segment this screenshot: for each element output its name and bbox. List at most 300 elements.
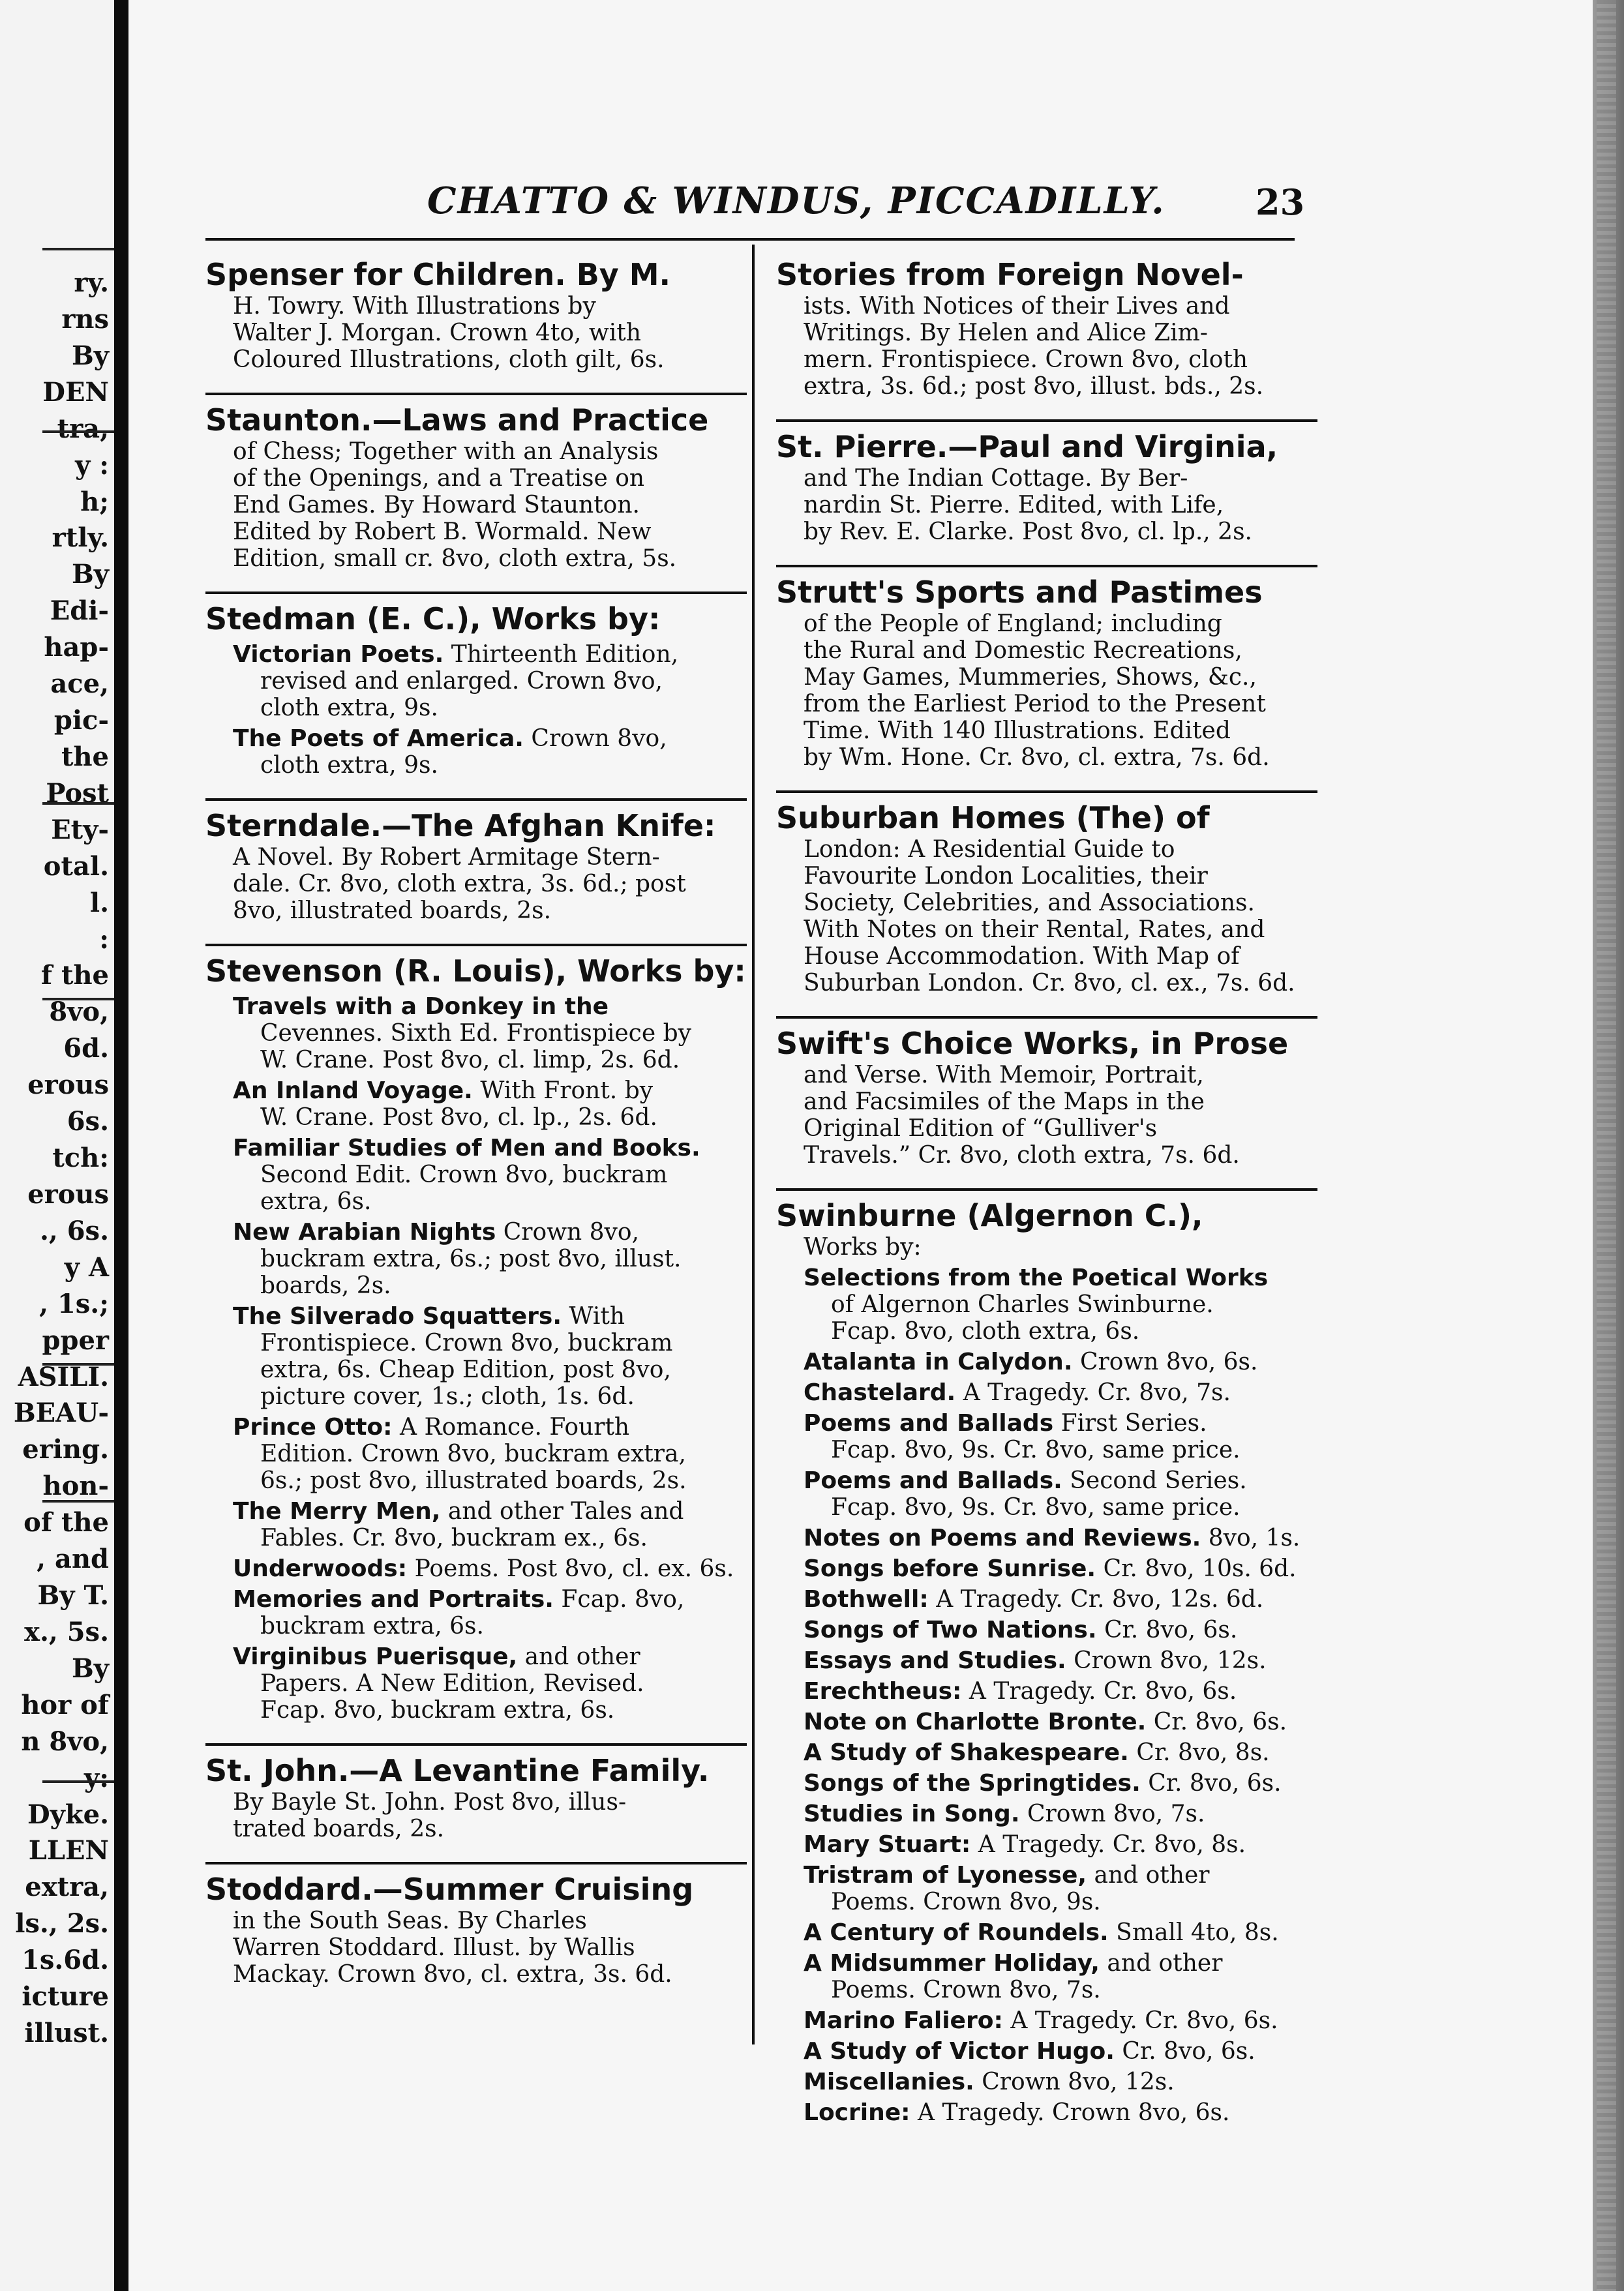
sub-entry xyxy=(233,1077,747,1131)
sub-entry-detail: A Tragedy. Cr. 8vo, 12s. 6d. xyxy=(936,1586,1264,1613)
text-line: Warren Stoddard. Illust. by Wallis xyxy=(233,1934,635,1961)
previous-page-text: f the xyxy=(40,960,109,991)
sub-entry-detail: Cr. 8vo, 8s. xyxy=(1136,1739,1270,1766)
text-line: extra, 6s. xyxy=(260,1188,372,1215)
previous-page-text: pic- xyxy=(53,705,109,736)
entry-rule xyxy=(776,790,1317,793)
sub-entry-title: Songs of Two Nations. xyxy=(804,1617,1097,1643)
previous-page-rule xyxy=(42,430,121,433)
sub-entry-title: An Inland Voyage. xyxy=(233,1077,473,1104)
previous-page-text: hap- xyxy=(44,632,109,663)
previous-page-text: By T. xyxy=(37,1580,109,1611)
text-line: and The Indian Cottage. By Ber- xyxy=(804,465,1188,492)
previous-page-rule xyxy=(42,998,121,1000)
previous-page-text: hor of xyxy=(21,1689,109,1720)
sub-entry-detail: First Series. xyxy=(1060,1410,1207,1437)
previous-page-text: Edi- xyxy=(50,595,109,627)
sub-entry-first-line xyxy=(233,1498,747,1525)
sub-entry-first-line xyxy=(804,1950,1317,1977)
sub-entry-first-line xyxy=(233,1219,747,1246)
header-rule xyxy=(205,238,1295,241)
previous-page-text: 6s. xyxy=(67,1106,109,1137)
entry-heading: Swift's Choice Works, in Prose xyxy=(776,1026,1289,1061)
sub-entry xyxy=(804,2069,1317,2095)
catalogue-entry xyxy=(776,785,1317,1011)
text-line: revised and enlarged. Crown 8vo, xyxy=(260,668,663,695)
text-line: Walter J. Morgan. Crown 4to, with xyxy=(233,320,641,346)
entry-rule xyxy=(776,565,1317,567)
text-line: ists. With Notices of their Lives and xyxy=(804,293,1230,320)
sub-entry-title: A Study of Victor Hugo. xyxy=(804,2038,1115,2065)
entry-rule xyxy=(205,393,747,395)
text-line: by Wm. Hone. Cr. 8vo, cl. extra, 7s. 6d. xyxy=(804,744,1270,771)
entry-rule xyxy=(776,1016,1317,1019)
sub-entry-title: The Poets of America. xyxy=(233,725,524,752)
sub-entry-title: Underwoods: xyxy=(233,1555,408,1582)
sub-entry xyxy=(233,641,747,721)
previous-page-text: y A xyxy=(64,1251,109,1283)
previous-page-text: rtly. xyxy=(52,522,109,554)
previous-page-text: Ety- xyxy=(51,814,109,845)
previous-page-text: ry. xyxy=(74,267,109,298)
previous-page-text: 8vo, xyxy=(49,996,109,1028)
text-line: of the People of England; including xyxy=(804,610,1222,637)
sub-entry-title: Prince Otto: xyxy=(233,1414,393,1441)
page-edge xyxy=(1593,0,1624,2291)
text-line: W. Crane. Post 8vo, cl. lp., 2s. 6d. xyxy=(260,1104,657,1131)
sub-entry-title: Tristram of Lyonesse, xyxy=(804,1862,1087,1889)
sub-entry-title: Notes on Poems and Reviews. xyxy=(804,1525,1201,1551)
sub-entry-detail: Crown 8vo, 7s. xyxy=(1027,1801,1205,1827)
previous-page-fragment xyxy=(0,0,121,2291)
sub-entry-first-line xyxy=(804,1919,1317,1946)
sub-entry-detail: and other xyxy=(524,1643,640,1670)
text-line: Cevennes. Sixth Ed. Frontispiece by xyxy=(260,1020,691,1047)
sub-entry xyxy=(804,1801,1317,1827)
previous-page-text: l. xyxy=(89,887,109,918)
sub-entry-first-line xyxy=(804,2038,1317,2065)
sub-entry-title: The Silverado Squatters. xyxy=(233,1303,562,1330)
text-line: of Chess; Together with an Analysis xyxy=(233,438,659,465)
sub-entry-first-line xyxy=(804,1525,1317,1551)
entry-description xyxy=(233,1908,747,1988)
sub-entry-first-line xyxy=(804,1349,1317,1375)
sub-entry-detail: Crown 8vo, 12s. xyxy=(982,2069,1175,2095)
sub-entry-detail: With Front. by xyxy=(480,1077,654,1104)
sub-entry-title: Poems and Ballads xyxy=(804,1410,1054,1437)
sub-entry-first-line xyxy=(804,2007,1317,2034)
previous-page-text: h; xyxy=(80,486,109,517)
previous-page-text: ering. xyxy=(22,1434,109,1465)
entry-description xyxy=(804,465,1317,545)
catalogue-entry xyxy=(205,1738,747,1857)
previous-page-text: , and xyxy=(37,1544,109,1575)
sub-entry-detail: 8vo, 1s. xyxy=(1208,1525,1301,1551)
sub-entry xyxy=(233,993,747,1073)
text-line: boards, 2s. xyxy=(260,1272,391,1299)
text-line: Fables. Cr. 8vo, buckram ex., 6s. xyxy=(260,1525,648,1551)
entry-heading: Staunton.—Laws and Practice xyxy=(205,402,709,438)
entry-rule xyxy=(205,944,747,946)
sub-entry-first-line xyxy=(804,1467,1317,1494)
sub-entry-title: A Study of Shakespeare. xyxy=(804,1739,1129,1766)
sub-entry-title: Note on Charlotte Bronte. xyxy=(804,1709,1147,1735)
sub-entry-title: Atalanta in Calydon. xyxy=(804,1349,1073,1375)
sub-entry-first-line xyxy=(233,725,747,752)
text-line: and Facsimiles of the Maps in the xyxy=(804,1088,1205,1115)
previous-page-text: Dyke. xyxy=(27,1799,109,1830)
text-line: of the Openings, and a Treatise on xyxy=(233,465,645,492)
text-line: in the South Seas. By Charles xyxy=(233,1908,587,1934)
sub-entry-title: Locrine: xyxy=(804,2099,910,2126)
sub-entry-detail: A Romance. Fourth xyxy=(400,1414,630,1441)
sub-entry-title: Essays and Studies. xyxy=(804,1647,1066,1674)
previous-page-text: ASILI. xyxy=(18,1361,109,1392)
sub-entry xyxy=(233,1586,747,1640)
sub-entry-first-line xyxy=(233,1643,747,1670)
running-head: CHATTO & WINDUS, PICCADILLY. xyxy=(427,179,1165,222)
sub-entry-detail: Cr. 8vo, 6s. xyxy=(1148,1770,1282,1797)
sub-entry-title: Virginibus Puerisque, xyxy=(233,1643,518,1670)
sub-entry xyxy=(804,1647,1317,1674)
text-line: mern. Frontispiece. Crown 8vo, cloth xyxy=(804,346,1248,373)
sub-entry-detail: Cr. 8vo, 6s. xyxy=(1104,1617,1238,1643)
sub-entry xyxy=(233,1498,747,1551)
sub-entry-first-line xyxy=(804,1770,1317,1797)
text-line: By Bayle St. John. Post 8vo, illus- xyxy=(233,1789,627,1816)
sub-entry-first-line xyxy=(804,1678,1317,1705)
text-line: W. Crane. Post 8vo, cl. limp, 2s. 6d. xyxy=(260,1047,680,1073)
sub-entry xyxy=(804,1739,1317,1766)
sub-entry-title: Memories and Portraits. xyxy=(233,1586,554,1613)
previous-page-text: extra, xyxy=(25,1872,109,1903)
sub-entry-detail: A Tragedy. Cr. 8vo, 6s. xyxy=(1010,2007,1278,2034)
catalogue-entry xyxy=(776,560,1317,785)
sub-entry-detail: Crown 8vo, 6s. xyxy=(1079,1349,1258,1375)
previous-page-rule xyxy=(42,1780,121,1783)
entry-heading: Stoddard.—Summer Cruising xyxy=(205,1872,694,1907)
sub-entry-title: Mary Stuart: xyxy=(804,1831,971,1858)
text-line: Edition. Crown 8vo, buckram extra, xyxy=(260,1441,686,1467)
sub-entry-detail: With xyxy=(569,1303,625,1330)
sub-entry xyxy=(804,2007,1317,2034)
sub-entry-detail: Cr. 8vo, 6s. xyxy=(1122,2038,1256,2065)
catalogue-entry xyxy=(205,586,747,793)
text-line: trated boards, 2s. xyxy=(233,1816,445,1842)
sub-entry xyxy=(804,1555,1317,1582)
sub-entry xyxy=(804,1586,1317,1613)
text-line: London: A Residential Guide to xyxy=(804,836,1175,863)
text-line: Travels.” Cr. 8vo, cloth extra, 7s. 6d. xyxy=(804,1142,1240,1169)
entry-heading: St. Pierre.—Paul and Virginia, xyxy=(776,429,1278,464)
entry-rule xyxy=(205,591,747,594)
sub-entry xyxy=(804,1467,1317,1521)
entry-heading: Stevenson (R. Louis), Works by: xyxy=(205,953,746,989)
entry-rule xyxy=(776,1188,1317,1191)
text-line: the Rural and Domestic Recreations, xyxy=(804,637,1242,664)
previous-page-text: tch: xyxy=(52,1143,109,1174)
sub-entry-detail: Cr. 8vo, 6s. xyxy=(1153,1709,1287,1735)
sub-entry-title: Selections from the Poetical Works xyxy=(804,1265,1269,1291)
sub-entry-first-line xyxy=(804,2099,1317,2126)
sub-entry-title: Chastelard. xyxy=(804,1379,956,1406)
sub-entry xyxy=(804,2099,1317,2126)
sub-entry-first-line xyxy=(233,1303,747,1330)
sub-entry-first-line xyxy=(804,1617,1317,1643)
entry-heading: Suburban Homes (The) of xyxy=(776,800,1210,835)
sub-entry-first-line xyxy=(233,1555,747,1582)
sub-entry xyxy=(233,1555,747,1582)
sub-entry-detail: Crown 8vo, xyxy=(531,725,667,752)
text-line: by Rev. E. Clarke. Post 8vo, cl. lp., 2s. xyxy=(804,518,1252,545)
text-line: buckram extra, 6s.; post 8vo, illust. xyxy=(260,1246,682,1272)
sub-entry-first-line xyxy=(804,1739,1317,1766)
sub-entry-detail: A Tragedy. Crown 8vo, 6s. xyxy=(918,2099,1230,2126)
entry-description xyxy=(233,844,747,924)
previous-page-rule xyxy=(42,248,121,250)
text-line: from the Earliest Period to the Present xyxy=(804,691,1266,717)
previous-page-text: ., 6s. xyxy=(39,1215,109,1246)
sub-entry-detail: and other xyxy=(1094,1862,1210,1889)
entry-description xyxy=(804,610,1317,771)
catalogue-entry xyxy=(205,251,747,387)
text-line: May Games, Mummeries, Shows, &c., xyxy=(804,664,1257,691)
previous-page-text: tra, xyxy=(57,413,109,444)
entry-description xyxy=(804,1062,1317,1169)
text-line: and Verse. With Memoir, Portrait, xyxy=(804,1062,1204,1088)
text-line: H. Towry. With Illustrations by xyxy=(233,293,596,320)
column-divider xyxy=(752,245,755,2044)
sub-entry-detail: A Tragedy. Cr. 8vo, 7s. xyxy=(963,1379,1231,1406)
entry-rule xyxy=(205,1862,747,1864)
previous-page-text: otal. xyxy=(43,850,109,882)
text-line: buckram extra, 6s. xyxy=(260,1613,484,1640)
sub-entry-detail: Crown 8vo, xyxy=(503,1219,639,1246)
sub-entry-title: Bothwell: xyxy=(804,1586,929,1613)
sub-entry-first-line xyxy=(233,1414,747,1441)
text-line: Second Edit. Crown 8vo, buckram xyxy=(260,1161,668,1188)
sub-entry xyxy=(804,2038,1317,2065)
catalogue-entry xyxy=(205,793,747,938)
previous-page-text: icture xyxy=(22,1981,109,2013)
text-line: dale. Cr. 8vo, cloth extra, 3s. 6d.; post xyxy=(233,871,686,897)
sub-entry-detail: A Tragedy. Cr. 8vo, 6s. xyxy=(969,1678,1237,1705)
entry-rule xyxy=(205,1743,747,1746)
sub-entry xyxy=(233,1219,747,1299)
text-line: picture cover, 1s.; cloth, 1s. 6d. xyxy=(260,1383,635,1410)
text-line: Frontispiece. Crown 8vo, buckram xyxy=(260,1330,673,1356)
text-line: Fcap. 8vo, 9s. Cr. 8vo, same price. xyxy=(831,1494,1241,1521)
previous-page-text: DEN xyxy=(42,376,109,408)
sub-entry-title: Songs before Sunrise. xyxy=(804,1555,1096,1582)
sub-entry-title: Poems and Ballads. xyxy=(804,1467,1062,1494)
sub-entry-title: The Merry Men, xyxy=(233,1498,441,1525)
sub-entry xyxy=(804,1831,1317,1858)
text-line: Works by: xyxy=(804,1234,922,1261)
sub-entry-detail: A Tragedy. Cr. 8vo, 8s. xyxy=(978,1831,1246,1858)
entry-description xyxy=(804,293,1317,400)
sub-entry-first-line xyxy=(804,1831,1317,1858)
sub-entry-detail: Fcap. 8vo, xyxy=(561,1586,685,1613)
sub-entry-detail: and other Tales and xyxy=(447,1498,684,1525)
text-line: cloth extra, 9s. xyxy=(260,752,438,779)
previous-page-text: LLEN xyxy=(28,1835,109,1866)
text-line: Papers. A New Edition, Revised. xyxy=(260,1670,644,1697)
catalogue-entry xyxy=(776,1011,1317,1183)
sub-entry-detail: Cr. 8vo, 10s. 6d. xyxy=(1103,1555,1297,1582)
sub-entry-title: Miscellanies. xyxy=(804,2069,974,2095)
entry-description xyxy=(233,293,747,373)
sub-entry xyxy=(233,1643,747,1724)
catalogue-entry xyxy=(205,938,747,1738)
catalogue-entry xyxy=(776,1183,1317,2140)
previous-page-rule xyxy=(42,802,121,805)
text-line: nardin St. Pierre. Edited, with Life, xyxy=(804,492,1224,518)
sub-entry-title: A Century of Roundels. xyxy=(804,1919,1109,1946)
previous-page-text: pper xyxy=(42,1325,109,1356)
previous-page-text: By xyxy=(71,340,109,371)
sub-entry xyxy=(804,1349,1317,1375)
sub-entry-first-line xyxy=(804,1555,1317,1582)
previous-page-text: hon- xyxy=(42,1471,109,1502)
sub-entry xyxy=(233,1303,747,1410)
page-number: 23 xyxy=(1256,181,1305,223)
sub-entry-first-line xyxy=(233,641,747,668)
entry-heading: St. John.—A Levantine Family. xyxy=(205,1753,710,1788)
text-line: Fcap. 8vo, 9s. Cr. 8vo, same price. xyxy=(831,1437,1241,1463)
previous-page-rule xyxy=(42,1500,121,1503)
sub-entry-title: Studies in Song. xyxy=(804,1801,1020,1827)
entry-heading: Sterndale.—The Afghan Knife: xyxy=(205,808,716,843)
catalogue-entry xyxy=(205,387,747,586)
previous-page-text: erous xyxy=(27,1178,109,1210)
previous-page-text: x., 5s. xyxy=(24,1616,109,1647)
sub-entry-first-line xyxy=(804,1265,1317,1291)
sub-entry-title: Erechtheus: xyxy=(804,1678,962,1705)
sub-entry xyxy=(804,1617,1317,1643)
entry-heading: Spenser for Children. By M. xyxy=(205,257,670,292)
sub-entry-title: Travels with a Donkey in the xyxy=(233,993,609,1020)
sub-entry-first-line xyxy=(804,1709,1317,1735)
previous-page-text: 1s.6d. xyxy=(21,1945,109,1976)
entry-description xyxy=(233,438,747,572)
sub-entry-first-line xyxy=(804,1410,1317,1437)
sub-entry-title: Marino Faliero: xyxy=(804,2007,1003,2034)
catalogue-entry xyxy=(776,251,1317,414)
sub-entry xyxy=(233,1414,747,1494)
text-line: A Novel. By Robert Armitage Stern- xyxy=(233,844,660,871)
previous-page-text: Post xyxy=(46,777,109,809)
previous-page-text: ls., 2s. xyxy=(15,1908,109,1939)
text-line: Edition, small cr. 8vo, cloth extra, 5s. xyxy=(233,545,677,572)
sub-entry-first-line xyxy=(233,1586,747,1613)
text-line: End Games. By Howard Staunton. xyxy=(233,492,640,518)
text-line: 6s.; post 8vo, illustrated boards, 2s. xyxy=(260,1467,687,1494)
text-line: Edited by Robert B. Wormald. New xyxy=(233,518,652,545)
sub-entry xyxy=(233,725,747,779)
text-line: Poems. Crown 8vo, 9s. xyxy=(831,1889,1101,1915)
text-line: of Algernon Charles Swinburne. xyxy=(831,1291,1214,1318)
text-line: Writings. By Helen and Alice Zim- xyxy=(804,320,1208,346)
catalogue-entry xyxy=(205,1857,747,2002)
sub-entry xyxy=(804,1709,1317,1735)
text-line: House Accommodation. With Map of xyxy=(804,943,1240,970)
sub-entry-title: Victorian Poets. xyxy=(233,641,444,668)
sub-entry xyxy=(233,1135,747,1215)
entry-description xyxy=(804,836,1317,996)
entry-heading: Stories from Foreign Novel- xyxy=(776,257,1244,292)
sub-entry-detail: Second Series. xyxy=(1070,1467,1247,1494)
previous-page-text: , 1s.; xyxy=(39,1288,109,1319)
previous-page-text: y: xyxy=(83,1762,109,1793)
sub-entry-first-line xyxy=(804,1647,1317,1674)
text-line: Time. With 140 Illustrations. Edited xyxy=(804,717,1231,744)
previous-page-text: : xyxy=(99,923,109,955)
sub-entry-title: New Arabian Nights xyxy=(233,1219,496,1246)
right-column xyxy=(776,251,1317,2140)
text-line: cloth extra, 9s. xyxy=(260,695,438,721)
sub-entry xyxy=(804,1862,1317,1915)
sub-entry-first-line xyxy=(233,993,747,1020)
sub-entry-detail: Small 4to, 8s. xyxy=(1116,1919,1279,1946)
text-line: Poems. Crown 8vo, 7s. xyxy=(831,1977,1101,2003)
previous-page-text: rns xyxy=(61,303,109,335)
previous-page-text: of the xyxy=(23,1507,109,1538)
sub-entry xyxy=(804,1525,1317,1551)
sub-entry-first-line xyxy=(233,1077,747,1104)
entry-rule xyxy=(776,419,1317,422)
sub-entry-first-line xyxy=(804,2069,1317,2095)
previous-page-text: y : xyxy=(75,449,109,481)
text-line: Society, Celebrities, and Associations. xyxy=(804,890,1255,916)
sub-entry-first-line xyxy=(804,1862,1317,1889)
sub-entry-first-line xyxy=(804,1801,1317,1827)
sub-entry-detail: and other xyxy=(1107,1950,1223,1977)
book-spine xyxy=(114,0,128,2291)
previous-page-text: 6d. xyxy=(63,1033,109,1064)
sub-entry xyxy=(804,1265,1317,1345)
entry-heading: Swinburne (Algernon C.), xyxy=(776,1198,1203,1233)
sub-entry-title: A Midsummer Holiday, xyxy=(804,1950,1100,1977)
sub-entry xyxy=(804,1410,1317,1463)
text-line: Favourite London Localities, their xyxy=(804,863,1208,890)
previous-page-text: illust. xyxy=(24,2018,109,2049)
sub-entry-detail: Crown 8vo, 12s. xyxy=(1074,1647,1267,1674)
sub-entry-detail: Poems. Post 8vo, cl. ex. 6s. xyxy=(414,1555,734,1582)
text-line: With Notes on their Rental, Rates, and xyxy=(804,916,1265,943)
previous-page-rule xyxy=(42,1363,121,1366)
left-column xyxy=(205,251,747,2002)
entry-heading: Stedman (E. C.), Works by: xyxy=(205,601,661,636)
text-line: Mackay. Crown 8vo, cl. extra, 3s. 6d. xyxy=(233,1961,672,1988)
text-line: Coloured Illustrations, cloth gilt, 6s. xyxy=(233,346,665,373)
entry-description xyxy=(233,1789,747,1842)
text-line: extra, 6s. Cheap Edition, post 8vo, xyxy=(260,1356,671,1383)
sub-entry xyxy=(804,1379,1317,1406)
entry-heading: Strutt's Sports and Pastimes xyxy=(776,575,1263,610)
sub-entry-first-line xyxy=(233,1135,747,1161)
text-line: 8vo, illustrated boards, 2s. xyxy=(233,897,552,924)
sub-entry-first-line xyxy=(804,1586,1317,1613)
text-line: Original Edition of “Gulliver's xyxy=(804,1115,1158,1142)
text-line: Fcap. 8vo, buckram extra, 6s. xyxy=(260,1697,615,1724)
text-line: extra, 3s. 6d.; post 8vo, illust. bds., 2s. xyxy=(804,373,1264,400)
entry-description xyxy=(804,1234,1317,1261)
previous-page-text: n 8vo, xyxy=(21,1726,109,1757)
catalogue-entry xyxy=(776,414,1317,560)
previous-page-text: By xyxy=(71,1653,109,1684)
sub-entry xyxy=(804,1678,1317,1705)
